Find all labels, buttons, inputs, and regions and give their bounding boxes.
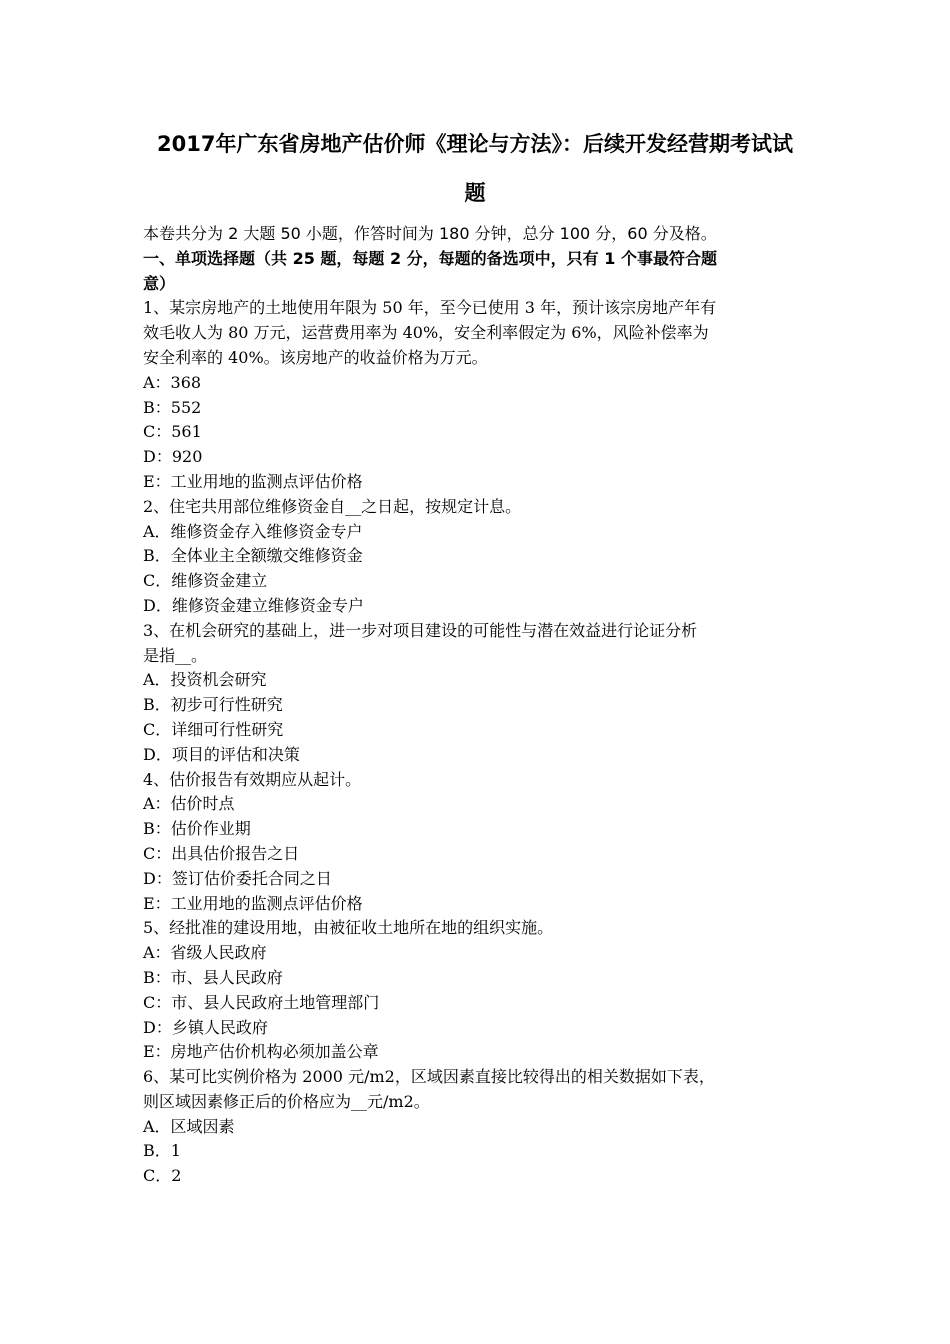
exam-intro: 本卷共分为 2 大题 50 小题，作答时间为 180 分钟，总分 100 分，60 分及格。 (143, 224, 717, 243)
question-4-option-d: D：签订估价委托合同之日 (143, 868, 332, 888)
question-2-option-b: B．全体业主全额缴交维修资金 (143, 546, 363, 566)
section-heading-line-1: 一、单项选择题（共 25 题，每题 2 分，每题的备选项中，只有 1 个事最符合题 (143, 248, 717, 268)
question-6-option-b: B．1 (143, 1141, 181, 1161)
question-2-text: 2、住宅共用部位维修资金自__之日起，按规定计息。 (143, 496, 522, 516)
question-1-option-d: D：920 (143, 447, 203, 467)
question-1-option-a: A：368 (143, 372, 202, 392)
question-6-line-2: 则区域因素修正后的价格应为__元/m2。 (143, 1091, 430, 1111)
question-1-option-c: C：561 (143, 422, 202, 442)
question-5-text: 5、经批准的建设用地，由被征收土地所在地的组织实施。 (143, 918, 554, 938)
question-2-option-d: D．维修资金建立维修资金专户 (143, 595, 364, 615)
question-4-option-c: C：出具估价报告之日 (143, 843, 300, 863)
question-3-option-c: C．详细可行性研究 (143, 719, 284, 739)
question-5-option-b: B：市、县人民政府 (143, 967, 283, 987)
question-1-line-2: 效毛收人为 80 万元，运营费用率为 40%，安全利率假定为 6%，风险补偿率为 (143, 323, 709, 343)
question-6-line-1: 6、某可比实例价格为 2000 元/m2，区域因素直接比较得出的相关数据如下表， (143, 1067, 715, 1087)
question-3-option-b: B．初步可行性研究 (143, 695, 283, 715)
question-2-option-a: A．维修资金存入维修资金专户 (143, 521, 363, 541)
document-title-line-2: 题 (464, 181, 486, 205)
question-5-option-a: A：省级人民政府 (143, 943, 267, 963)
section-heading-line-2: 意） (143, 273, 176, 293)
question-3-option-a: A．投资机会研究 (143, 670, 267, 690)
question-1-line-1: 1、某宗房地产的土地使用年限为 50 年，至今已使用 3 年，预计该宗房地产年有 (143, 298, 717, 318)
question-4-option-e: E：工业用地的监测点评估价格 (143, 893, 363, 913)
question-5-option-e: E：房地产估价机构必须加盖公章 (143, 1042, 379, 1062)
question-6-option-a: A．区域因素 (143, 1116, 235, 1136)
question-5-option-d: D：乡镇人民政府 (143, 1017, 268, 1037)
question-4-text: 4、估价报告有效期应从起计。 (143, 769, 362, 789)
question-2-option-c: C．维修资金建立 (143, 571, 268, 591)
question-3-line-1: 3、在机会研究的基础上，进一步对项目建设的可能性与潜在效益进行论证分析 (143, 620, 698, 640)
question-4-option-b: B：估价作业期 (143, 819, 251, 839)
document-body (143, 222, 813, 1189)
question-1-option-e: E：工业用地的监测点评估价格 (143, 471, 363, 491)
question-1-line-3: 安全利率的 40%。该房地产的收益价格为万元。 (143, 347, 488, 367)
question-3-option-d: D．项目的评估和决策 (143, 744, 300, 764)
question-1-option-b: B：552 (143, 397, 202, 417)
question-6-option-c: C．2 (143, 1166, 182, 1186)
question-4-option-a: A：估价时点 (143, 794, 235, 814)
document-title-line-1: 2017年广东省房地产估价师《理论与方法》：后续开发经营期考试试 (157, 132, 793, 156)
question-3-line-2: 是指__。 (143, 645, 208, 665)
question-5-option-c: C：市、县人民政府土地管理部门 (143, 992, 380, 1012)
